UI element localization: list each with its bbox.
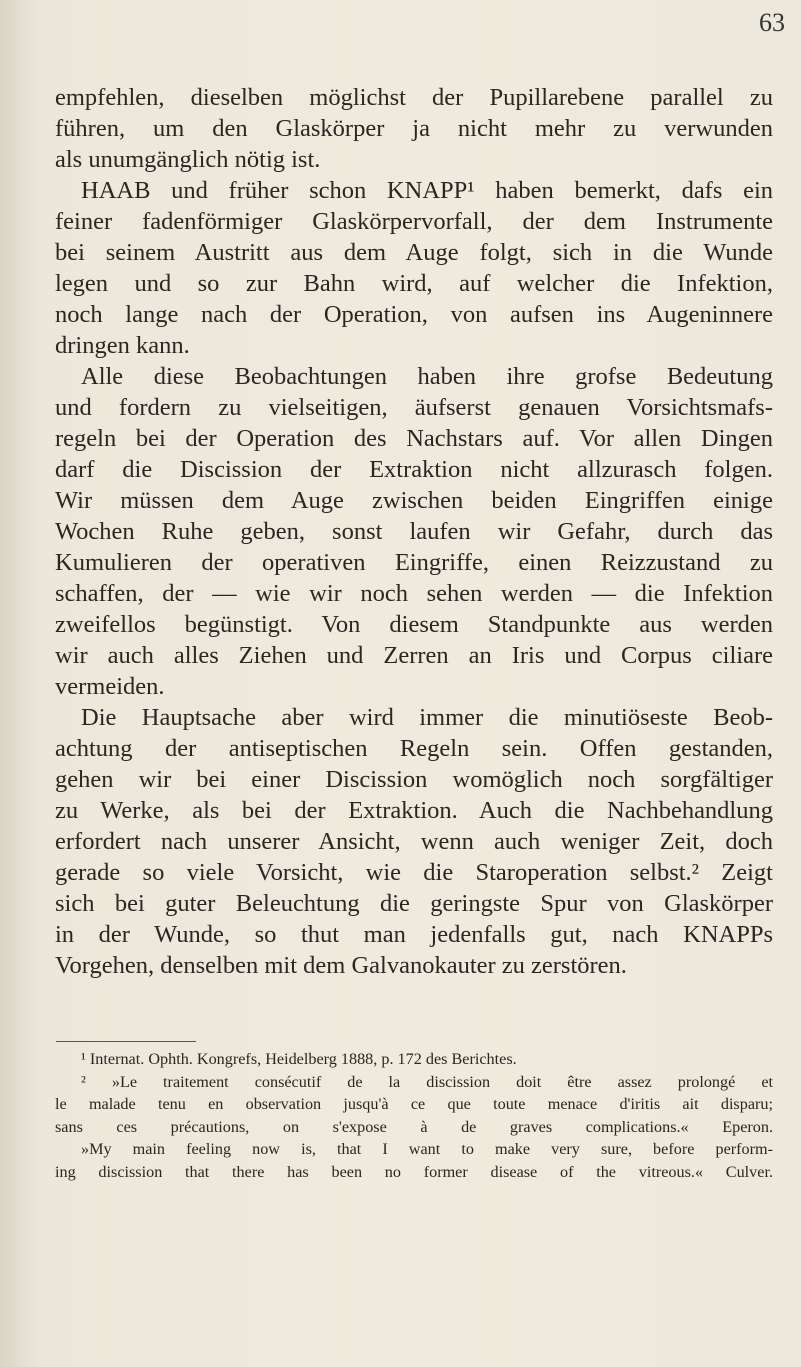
body-line: HAAB und früher schon KNAPP¹ haben bemerkt, dafs ein (81, 177, 773, 204)
body-line: zu Werke, als bei der Extraktion. Auch die Nachbehandlung (55, 797, 773, 824)
body-line: darf die Discission der Extraktion nicht allzurasch folgen. (55, 456, 773, 483)
body-line: feiner fadenförmiger Glaskörpervorfall, der dem Instrumente (55, 208, 773, 235)
body-line: erfordert nach unserer Ansicht, wenn auch weniger Zeit, doch (55, 828, 773, 855)
body-line: achtung der antiseptischen Regeln sein. Offen gestanden, (55, 735, 773, 762)
body-line: dringen kann. (55, 332, 190, 359)
body-line: regeln bei der Operation des Nachstars auf. Vor allen Dingen (55, 425, 773, 452)
body-line: legen und so zur Bahn wird, auf welcher die Infektion, (55, 270, 773, 297)
body-line: noch lange nach der Operation, von aufsen ins Augeninnere (55, 301, 773, 328)
footnote-line: ing discission that there has been no former disease of the vitreous.« Culver. (55, 1162, 773, 1181)
body-line: gehen wir bei einer Discission womöglich noch sorgfältiger (55, 766, 773, 793)
footnote-line: »My main feeling now is, that I want to make very sure, before perform- (81, 1140, 773, 1159)
footnotes (55, 1048, 773, 1184)
footnote-line: sans ces précautions, on s'expose à de graves complications.« Eperon. (55, 1117, 773, 1136)
footnote-line: le malade tenu en observation jusqu'à ce que toute menace d'iritis ait disparu; (55, 1095, 773, 1114)
page-number: 63 (759, 8, 785, 37)
body-line: als unumgänglich nötig ist. (55, 146, 321, 173)
body-line: Vorgehen, denselben mit dem Galvanokauter zu zerstören. (55, 952, 627, 979)
footnote-line: ¹ Internat. Ophth. Kongrefs, Heidelberg 1888, p. 172 des Berichtes. (81, 1050, 517, 1068)
body-line: sich bei guter Beleuchtung die geringste Spur von Glaskörper (55, 890, 773, 917)
body-line: und fordern zu vielseitigen, äufserst genauen Vorsichtsmafs- (55, 394, 773, 421)
body-line: Alle diese Beobachtungen haben ihre grofse Bedeutung (81, 363, 773, 390)
body-text (55, 82, 773, 981)
body-line: Wochen Ruhe geben, sonst laufen wir Gefahr, durch das (55, 518, 773, 545)
body-line: empfehlen, dieselben möglichst der Pupillarebene parallel zu (55, 84, 773, 111)
body-line: in der Wunde, so thut man jedenfalls gut, nach KNAPPs (55, 921, 773, 948)
footnote-line: ² »Le traitement consécutif de la discission doit être assez prolongé et (81, 1072, 773, 1091)
body-line: Die Hauptsache aber wird immer die minutiöseste Beob- (81, 704, 773, 731)
body-line: gerade so viele Vorsicht, wie die Staroperation selbst.² Zeigt (55, 859, 773, 886)
body-line: wir auch alles Ziehen und Zerren an Iris und Corpus ciliare (55, 642, 773, 669)
body-line: Kumulieren der operativen Eingriffe, einen Reizzustand zu (55, 549, 773, 576)
footnote-rule (56, 1041, 196, 1042)
body-line: zweifellos begünstigt. Von diesem Standpunkte aus werden (55, 611, 773, 638)
body-line: führen, um den Glaskörper ja nicht mehr zu verwunden (55, 115, 773, 142)
body-line: Wir müssen dem Auge zwischen beiden Eingriffen einige (55, 487, 773, 514)
body-line: vermeiden. (55, 673, 165, 700)
body-line: bei seinem Austritt aus dem Auge folgt, sich in die Wunde (55, 239, 773, 266)
body-line: schaffen, der — wie wir noch sehen werden — die Infektion (55, 580, 773, 607)
